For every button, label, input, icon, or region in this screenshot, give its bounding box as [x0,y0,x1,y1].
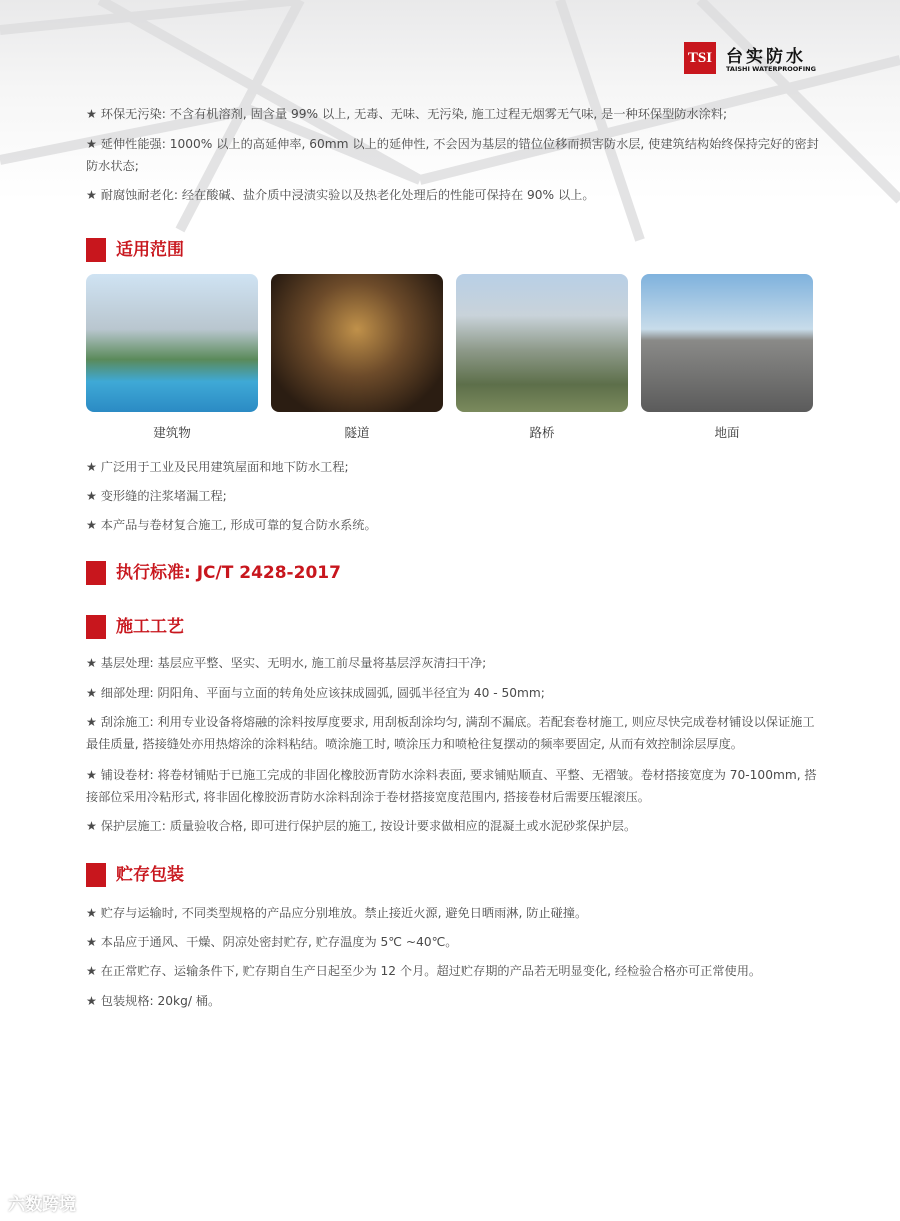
heading-text: 施工工艺 [116,617,184,637]
heading-marker [86,863,106,887]
heading-text: 贮存包装 [116,865,184,885]
feature-item: ★ 环保无污染: 不含有机溶剂, 固含量 99% 以上, 无毒、无味、无污染, 施工过程无烟雾无气味, 是一种环保型防水涂料; [86,107,728,121]
storage-item: ★ 贮存与运输时, 不同类型规格的产品应分别堆放。禁止接近火源, 避免日晒雨淋, 防止碰撞。 [86,906,588,920]
process-item: ★ 细部处理: 阴阳角、平面与立面的转角处应该抹成圆弧, 圆弧半径宜为 40 - 50mm; [86,686,545,700]
background-structure-pattern [0,0,900,260]
heading-text: 适用范围 [116,240,184,260]
caption: 路桥 [529,425,555,440]
logo-name-cn: 台实防水 [726,47,806,67]
process-item: ★ 保护层施工: 质量验收合格, 即可进行保护层的施工, 按设计要求做相应的混凝土或水泥砂浆保护层。 [86,819,637,833]
caption: 隧道 [344,425,370,440]
scope-item: ★ 广泛用于工业及民用建筑屋面和地下防水工程; [86,460,349,474]
process-item: ★ 铺设卷材: 将卷材铺贴于已施工完成的非固化橡胶沥青防水涂料表面, 要求铺贴顺直、平整、无褶皱。卷材搭接宽度为 70-100mm, 搭接部位采用冷粘形式, 将非固化橡胶沥青防水涂料刮涂于卷材搭接宽度范围内, 搭接卷材后需要压辊滚压。 [86,768,817,804]
storage-item: ★ 在正常贮存、运输条件下, 贮存期自生产日起至少为 12 个月。超过贮存期的产品若无明显变化, 经检验合格亦可正常使用。 [86,964,762,978]
feature-item: ★ 延伸性能强: 1000% 以上的高延伸率, 60mm 以上的延伸性, 不会因为基层的错位位移而损害防水层, 使建筑结构始终保持完好的密封防水状态; [86,137,819,173]
logo-name-en: TAISHI WATERPROOFING [726,65,816,73]
process-item: ★ 基层处理: 基层应平整、坚实、无明水, 施工前尽量将基层浮灰清扫干净; [86,656,487,670]
scope-item: ★ 变形缝的注浆堵漏工程; [86,489,227,503]
storage-item: ★ 本品应于通风、干燥、阴凉处密封贮存, 贮存温度为 5℃ ~40℃。 [86,935,458,949]
image-bridge [456,274,628,412]
heading-marker [86,238,106,262]
logo-mark: TSI [684,42,716,74]
process-item: ★ 刮涂施工: 利用专业设备将熔融的涂料按厚度要求, 用刮板刮涂均匀, 满刮不漏底。若配套卷材施工, 则应尽快完成卷材铺设以保证施工最佳质量, 搭接缝处亦用热熔涂的涂料粘结。喷涂施工时, 喷涂压力和喷枪往复摆动的频率要固定, 从而有效控制涂层厚度。 [86,715,815,751]
caption: 地面 [714,425,740,440]
heading-marker [86,615,106,639]
watermark: 六数跨境 [8,1195,76,1215]
storage-item: ★ 包装规格: 20kg/ 桶。 [86,994,221,1008]
brand-logo [684,40,819,80]
heading-text: 执行标准: JC/T 2428-2017 [116,563,341,583]
image-ground [641,274,813,412]
heading-marker [86,561,106,585]
image-building [86,274,258,412]
feature-item: ★ 耐腐蚀耐老化: 经在酸碱、盐介质中浸渍实验以及热老化处理后的性能可保持在 90% 以上。 [86,188,595,202]
caption: 建筑物 [153,425,191,440]
scope-item: ★ 本产品与卷材复合施工, 形成可靠的复合防水系统。 [86,518,377,532]
image-tunnel [271,274,443,412]
